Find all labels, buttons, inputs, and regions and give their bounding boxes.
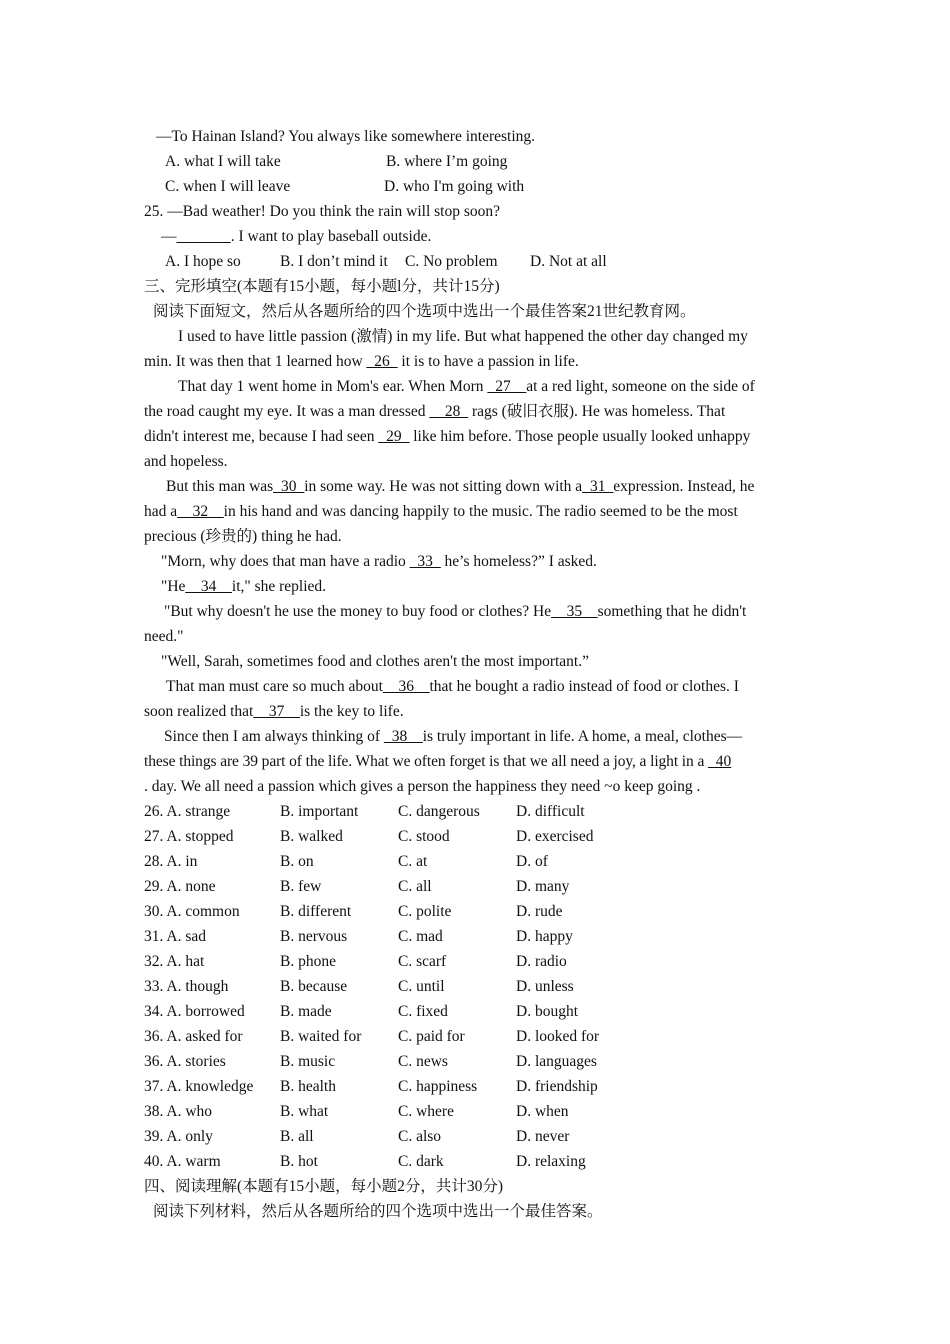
option-c: C. news: [398, 1053, 448, 1070]
blank-33: _33_: [409, 553, 441, 570]
option-row: [144, 1074, 806, 1099]
option-row: [144, 1099, 806, 1124]
passage-line: [144, 374, 806, 399]
option-a: 36. A. stories: [144, 1053, 226, 1070]
passage-line: precious (珍贵的) thing he had.: [144, 528, 342, 545]
passage-line: . day. We all need a passion which gives a person the happiness they need ~o keep going .: [144, 778, 701, 795]
blank-29: _29_: [378, 428, 410, 445]
text: expression. Instead, he: [613, 478, 755, 495]
text: had a: [144, 503, 178, 520]
blank-40: _40: [708, 753, 732, 770]
q25-question: 25. —Bad weather! Do you think the rain will stop soon?: [144, 203, 501, 220]
q25-blank: [177, 228, 231, 245]
option-d: D. rude: [516, 903, 563, 920]
option-d: D. languages: [516, 1053, 597, 1070]
option-row: [144, 1024, 806, 1049]
option-a: 32. A. hat: [144, 953, 205, 970]
text: soon realized that: [144, 703, 254, 720]
option-b: B. made: [280, 1003, 332, 1020]
option-c: C. dangerous: [398, 803, 480, 820]
text: min. It was then that 1 learned how: [144, 353, 367, 370]
option-c: C. all: [398, 878, 432, 895]
passage-line: [144, 699, 806, 724]
passage-line: [144, 549, 806, 574]
option-b: B. hot: [280, 1153, 318, 1170]
option-c: C. also: [398, 1128, 442, 1145]
option-b: B. different: [280, 903, 352, 920]
option-c: C. where: [398, 1103, 454, 1120]
option-row: [144, 974, 806, 999]
q24-options: [144, 149, 806, 174]
passage-line: "Well, Sarah, sometimes food and clothes aren't the most important.”: [161, 653, 589, 670]
option-b: B. health: [280, 1078, 336, 1095]
option-d: D. friendship: [516, 1078, 598, 1095]
option-a: 28. A. in: [144, 853, 198, 870]
option-b: B. music: [280, 1053, 336, 1070]
option-row: [144, 1149, 806, 1174]
option-d: D. many: [516, 878, 570, 895]
option-a: 40. A. warm: [144, 1153, 221, 1170]
text: That day 1 went home in Mom's ear. When Morn: [178, 378, 488, 395]
blank-31: _31_: [582, 478, 614, 495]
option-c: C. stood: [398, 828, 450, 845]
option-a: 37. A. knowledge: [144, 1078, 254, 1095]
option-row: [144, 899, 806, 924]
option-b: B. few: [280, 878, 322, 895]
passage-line: [144, 674, 806, 699]
text: "But why doesn't he use the money to buy food or clothes? He: [164, 603, 552, 620]
option-d: D. happy: [516, 928, 573, 945]
q24-reply: —To Hainan Island? You always like somewhere interesting.: [156, 128, 536, 145]
blank-36: __36__: [382, 678, 430, 695]
q24-option-d: D. who I'm going with: [384, 178, 525, 195]
text: "Morn, why does that man have a radio: [161, 553, 410, 570]
exam-page: [144, 124, 806, 1224]
option-d: D. difficult: [516, 803, 585, 820]
option-a: 30. A. common: [144, 903, 240, 920]
blank-32: __32__: [177, 503, 224, 520]
section3-title: 三、完形填空(本题有15小题，每小题l分，共计15分): [144, 278, 500, 295]
option-row: [144, 1049, 806, 1074]
option-row: [144, 799, 806, 824]
option-b: B. what: [280, 1103, 329, 1120]
q24-options-2: [144, 174, 806, 199]
passage-line: [144, 399, 806, 424]
option-c: C. fixed: [398, 1003, 448, 1020]
option-a: 39. A. only: [144, 1128, 213, 1145]
option-d: D. of: [516, 853, 548, 870]
option-c: C. dark: [398, 1153, 444, 1170]
option-row: [144, 924, 806, 949]
text: in some way. He was not sitting down with a: [304, 478, 583, 495]
option-d: D. looked for: [516, 1028, 600, 1045]
blank-35: __35__: [551, 603, 598, 620]
blank-37: __37__: [253, 703, 300, 720]
text: is the key to life.: [299, 703, 404, 720]
option-c: C. mad: [398, 928, 443, 945]
dash: —: [161, 228, 177, 245]
text: these things are 39 part of the life. What we often forget is that we all need a joy, a light in a: [144, 753, 708, 770]
section4-title: 四、阅读理解(本题有15小题，每小题2分，共计30分): [144, 1178, 504, 1195]
text: it," she replied.: [231, 578, 327, 595]
option-c: C. scarf: [398, 953, 447, 970]
option-a: 38. A. who: [144, 1103, 213, 1120]
option-d: D. when: [516, 1103, 569, 1120]
option-row: [144, 1124, 806, 1149]
passage-line: need.": [144, 628, 184, 645]
blank-26: _26_: [366, 353, 398, 370]
text: like him before. Those people usually looked unhappy: [409, 428, 751, 445]
q24-option-b: B. where I’m going: [386, 153, 508, 170]
option-row: [144, 999, 806, 1024]
option-d: D. never: [516, 1128, 570, 1145]
option-a: 36. A. asked for: [144, 1028, 243, 1045]
section3-instruction: 阅读下面短文，然后从各题所给的四个选项中选出一个最佳答案21世纪教育网。: [153, 303, 696, 320]
q25-reply-text: . I want to play baseball outside.: [230, 228, 432, 245]
text: But this man was: [166, 478, 274, 495]
option-c: C. until: [398, 978, 445, 995]
option-c: C. at: [398, 853, 428, 870]
q25-option-c: C. No problem: [405, 253, 498, 270]
blank-27: _27__: [487, 378, 527, 395]
text: in his hand and was dancing happily to the music. The radio seemed to be the most: [223, 503, 738, 520]
option-b: B. important: [280, 803, 359, 820]
q25-options: [144, 249, 806, 274]
text: That man must care so much about: [166, 678, 383, 695]
text: something that he didn't: [597, 603, 747, 620]
option-c: C. happiness: [398, 1078, 478, 1095]
passage-line: [144, 424, 806, 449]
text: is truly important in life. A home, a meal, clothes—: [422, 728, 743, 745]
q24-option-a: A. what I will take: [165, 153, 281, 170]
text: that he bought a radio instead of food or clothes. I: [429, 678, 739, 695]
option-c: C. polite: [398, 903, 452, 920]
q25-option-d: D. Not at all: [530, 253, 607, 270]
text: didn't interest me, because I had seen: [144, 428, 379, 445]
option-a: 26. A. strange: [144, 803, 231, 820]
option-b: B. phone: [280, 953, 336, 970]
q25-option-a: A. I hope so: [165, 253, 241, 270]
option-d: D. radio: [516, 953, 567, 970]
option-a: 33. A. though: [144, 978, 229, 995]
option-b: B. walked: [280, 828, 343, 845]
option-b: B. on: [280, 853, 314, 870]
text: he’s homeless?” I asked.: [440, 553, 597, 570]
text: at a red light, someone on the side of: [526, 378, 755, 395]
passage-line: [144, 474, 806, 499]
text: "He: [161, 578, 186, 595]
passage-line: I used to have little passion (激情) in my life. But what happened the other day changed my: [178, 328, 748, 345]
passage-line: [144, 724, 806, 749]
blank-28: __28_: [429, 403, 469, 420]
option-b: B. waited for: [280, 1028, 362, 1045]
option-row: [144, 949, 806, 974]
option-c: C. paid for: [398, 1028, 465, 1045]
section4-instruction: 阅读下列材料，然后从各题所给的四个选项中选出一个最佳答案。: [153, 1203, 603, 1220]
blank-38: _38__: [383, 728, 423, 745]
option-b: B. all: [280, 1128, 314, 1145]
option-a: 31. A. sad: [144, 928, 206, 945]
option-a: 29. A. none: [144, 878, 216, 895]
option-d: D. bought: [516, 1003, 578, 1020]
q24-option-c: C. when I will leave: [165, 178, 291, 195]
q25-option-b: B. I don’t mind it: [280, 253, 388, 270]
text: the road caught my eye. It was a man dressed: [144, 403, 430, 420]
option-b: B. nervous: [280, 928, 348, 945]
option-row: [144, 849, 806, 874]
passage-line: [144, 499, 806, 524]
option-row: [144, 824, 806, 849]
text: Since then I am always thinking of: [164, 728, 384, 745]
option-a: 34. A. borrowed: [144, 1003, 245, 1020]
blank-30: _30_: [273, 478, 305, 495]
passage-line: [144, 749, 806, 774]
blank-34: __34__: [185, 578, 232, 595]
passage-line: [144, 599, 806, 624]
option-a: 27. A. stopped: [144, 828, 234, 845]
text: rags (破旧衣服). He was homeless. That: [468, 403, 726, 420]
option-d: D. relaxing: [516, 1153, 586, 1170]
option-d: D. exercised: [516, 828, 594, 845]
option-d: D. unless: [516, 978, 574, 995]
option-b: B. because: [280, 978, 348, 995]
options-list: [144, 799, 806, 1174]
text: it is to have a passion in life.: [397, 353, 579, 370]
option-row: [144, 874, 806, 899]
passage-line: [144, 349, 806, 374]
passage-line: [144, 574, 806, 599]
passage-line: and hopeless.: [144, 453, 228, 470]
q25-reply: [144, 224, 806, 249]
